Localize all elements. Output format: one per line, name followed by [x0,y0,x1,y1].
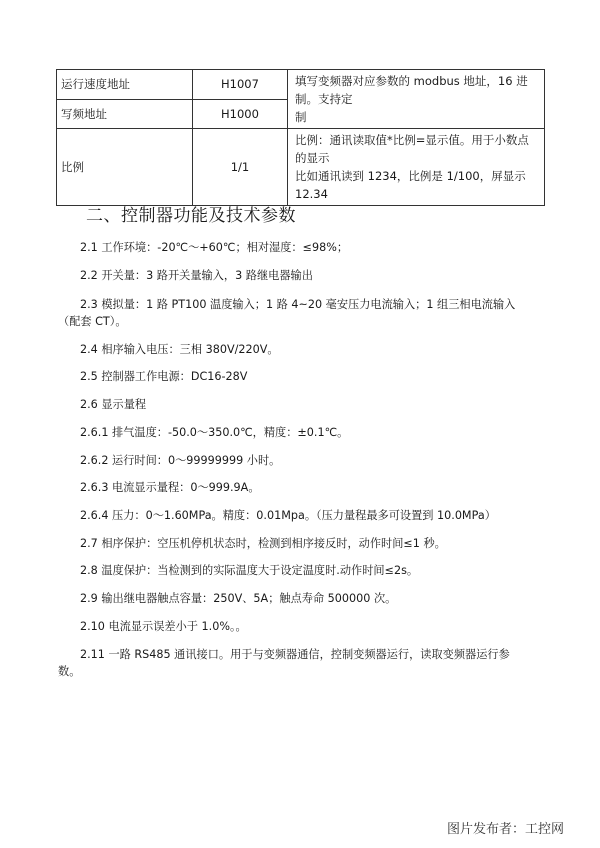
spec-item-2-11: 2.11 一路 RS485 通讯接口。用于与变频器通信，控制变频器运行，读取变频器运行参 [80,648,510,661]
table-cell-address: 1/1 [193,129,288,206]
spec-item-2-5: 2.5 控制器工作电源：DC16-28V [80,370,248,383]
description-line: 比如通讯读到 1234，比例是 1/100，屏显示 12.34 [295,169,526,201]
table-row [57,129,545,206]
table-cell-name: 比例 [57,129,193,206]
table-cell-address: H1000 [193,99,288,129]
table-row [57,70,545,100]
spec-item-2-2: 2.2 开关量：3 路开关量输入，3 路继电器输出 [80,269,313,282]
table-cell-name: 运行速度地址 [57,70,193,100]
spec-item-2-11-continued: 数。 [58,665,81,678]
table-cell-description [288,70,545,129]
spec-item-2-3-continued: （配套 CT）。 [58,315,127,328]
spec-item-2-6-4: 2.6.4 压力：0～1.60MPa。精度：0.01Mpa。（压力量程最多可设置到 10.0MPa） [80,509,496,522]
spec-item-2-6-3: 2.6.3 电流显示量程：0～999.9A。 [80,481,260,494]
spec-item-2-6-1: 2.6.1 排气温度：-50.0～350.0℃，精度：±0.1℃。 [80,426,349,439]
parameter-table [56,69,545,206]
section-title: 二、控制器功能及技术参数 [86,206,296,226]
spec-item-2-9: 2.9 输出继电器触点容量：250V、5A；触点寿命 500000 次。 [80,592,397,605]
description-line: 填写变频器对应参数的 modbus 地址，16 进制。支持定 [295,74,528,106]
spec-item-2-3: 2.3 模拟量：1 路 PT100 温度输入；1 路 4~20 毫安压力电流输入；1 组三相电流输入 [80,298,516,311]
description-line: 制 [295,110,307,124]
spec-item-2-4: 2.4 相序输入电压：三相 380V/220V。 [80,343,279,356]
spec-item-2-1: 2.1 工作环境：-20℃～+60℃；相对湿度：≤98%； [80,241,349,254]
spec-item-2-6: 2.6 显示量程 [80,398,147,411]
table-cell-name: 写频地址 [57,99,193,129]
publisher-watermark: 图片发布者：工控网 [446,822,564,837]
table-cell-address: H1007 [193,70,288,100]
description-line: 比例：通讯读取值*比例=显示值。用于小数点的显示 [295,133,529,165]
spec-item-2-6-2: 2.6.2 运行时间：0～99999999 小时。 [80,454,281,467]
table-cell-description [288,129,545,206]
spec-item-2-7: 2.7 相序保护：空压机停机状态时，检测到相序接反时，动作时间≤1 秒。 [80,537,446,550]
spec-item-2-8: 2.8 温度保护：当检测到的实际温度大于设定温度时.动作时间≤2s。 [80,564,419,577]
spec-item-2-10: 2.10 电流显示误差小于 1.0%。。 [80,620,247,633]
